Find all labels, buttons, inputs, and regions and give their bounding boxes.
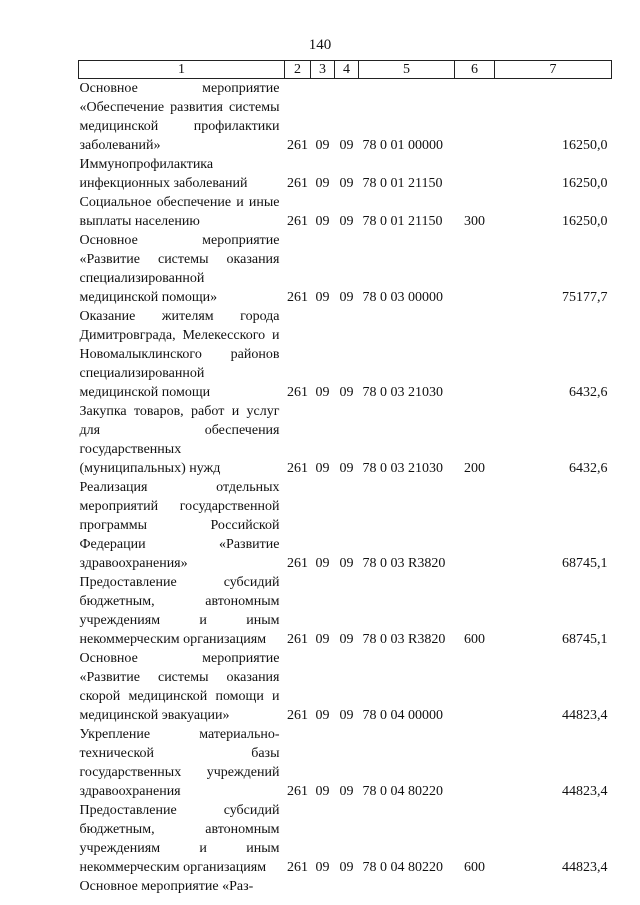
row-amount: 16250,0: [562, 176, 608, 191]
row-col-4: 09: [339, 290, 354, 305]
row-expense-type: [455, 649, 495, 725]
header-col-7: 7: [495, 61, 612, 79]
row-col-4: [335, 877, 359, 896]
row-expense-type: [455, 155, 495, 193]
row-amount: 44823,4: [562, 784, 608, 799]
table-row: [79, 725, 612, 801]
row-col-4: 09: [339, 138, 354, 153]
row-col-4: 09: [339, 784, 354, 799]
row-col-4: 09: [339, 385, 354, 400]
row-col-3: 09: [315, 214, 330, 229]
row-name: Оказание жителям города Димитровграда, Мелекесского и Новомалыклинского районов специализированной медицинской помощи: [79, 309, 280, 400]
row-col-4: 09: [339, 214, 354, 229]
row-name: Предоставление субсидий бюджетным, автономным учреждениям и иным некоммерческим организациям: [79, 575, 280, 647]
row-expense-type: 600: [464, 632, 485, 647]
row-amount: 75177,7: [562, 290, 608, 305]
header-col-2: 2: [285, 61, 311, 79]
row-col-3: 09: [315, 556, 330, 571]
row-amount: 68745,1: [562, 632, 608, 647]
row-col-2: 261: [287, 784, 308, 799]
row-classification-code: 78 0 03 21030: [362, 461, 443, 476]
row-amount: 68745,1: [562, 556, 608, 571]
header-col-3: 3: [311, 61, 335, 79]
row-amount: 16250,0: [562, 214, 608, 229]
table-row: [79, 573, 612, 649]
row-name: Основное мероприятие «Развитие системы оказания специализированной медицинской помощи»: [79, 233, 280, 305]
row-expense-type: [455, 725, 495, 801]
row-col-2: 261: [287, 461, 308, 476]
table-row: [79, 402, 612, 478]
row-col-3: [311, 877, 335, 896]
budget-table: [78, 60, 612, 896]
row-name: Укрепление материально-технической базы государственных учреждений здравоохранения: [79, 727, 280, 799]
row-col-2: 261: [287, 708, 308, 723]
row-classification-code: 78 0 03 21030: [362, 385, 443, 400]
row-classification-code: 78 0 03 00000: [362, 290, 443, 305]
row-classification-code: [359, 877, 455, 896]
row-col-2: 261: [287, 860, 308, 875]
row-classification-code: 78 0 01 00000: [362, 138, 443, 153]
row-amount: 6432,6: [569, 385, 608, 400]
table-row: [79, 801, 612, 877]
row-col-3: 09: [315, 632, 330, 647]
row-name: Предоставление субсидий бюджетным, автономным учреждениям и иным некоммерческим организациям: [79, 803, 280, 875]
header-col-1: 1: [79, 61, 285, 79]
row-expense-type: [455, 231, 495, 307]
header-col-5: 5: [359, 61, 455, 79]
row-col-3: 09: [315, 784, 330, 799]
row-expense-type: [455, 79, 495, 156]
row-col-3: 09: [315, 708, 330, 723]
table-row: [79, 155, 612, 193]
row-col-2: 261: [287, 138, 308, 153]
row-col-3: 09: [315, 176, 330, 191]
row-amount: 44823,4: [562, 708, 608, 723]
row-col-4: 09: [339, 708, 354, 723]
row-classification-code: 78 0 03 R3820: [362, 632, 446, 647]
row-classification-code: 78 0 04 80220: [362, 784, 443, 799]
row-name: Основное мероприятие «Развитие системы оказания скорой медицинской помощи и медицинской эвакуации»: [79, 651, 280, 723]
row-col-3: 09: [315, 385, 330, 400]
table-body: [79, 79, 612, 897]
row-name: Основное мероприятие «Раз-: [79, 879, 254, 894]
row-expense-type: [455, 307, 495, 402]
row-col-3: 09: [315, 138, 330, 153]
table-row: [79, 79, 612, 156]
table-row: [79, 231, 612, 307]
row-classification-code: 78 0 04 80220: [362, 860, 443, 875]
header-row: [79, 61, 612, 79]
row-col-4: 09: [339, 860, 354, 875]
row-amount: 16250,0: [562, 138, 608, 153]
row-col-2: 261: [287, 290, 308, 305]
row-col-2: 261: [287, 385, 308, 400]
row-col-3: 09: [315, 461, 330, 476]
row-classification-code: 78 0 01 21150: [362, 176, 443, 191]
row-classification-code: 78 0 01 21150: [362, 214, 443, 229]
row-name: Иммунопрофилактика инфекционных заболеваний: [79, 157, 248, 191]
table-row: [79, 307, 612, 402]
row-name: Закупка товаров, работ и услуг для обеспечения государственных (муниципальных) нужд: [79, 404, 280, 476]
row-col-2: 261: [287, 632, 308, 647]
row-expense-type: [455, 478, 495, 573]
row-name: Основное мероприятие «Обеспечение развития системы медицинской профилактики заболеваний»: [79, 81, 280, 153]
row-amount: [495, 877, 612, 896]
row-col-4: 09: [339, 556, 354, 571]
row-expense-type: 200: [464, 461, 485, 476]
row-col-4: 09: [339, 632, 354, 647]
table-row: [79, 877, 612, 896]
row-col-2: 261: [287, 556, 308, 571]
row-col-4: 09: [339, 461, 354, 476]
row-expense-type: 600: [464, 860, 485, 875]
header-col-4: 4: [335, 61, 359, 79]
row-col-2: [285, 877, 311, 896]
row-col-3: 09: [315, 860, 330, 875]
row-col-2: 261: [287, 176, 308, 191]
row-classification-code: 78 0 03 R3820: [362, 556, 446, 571]
table-row: [79, 478, 612, 573]
row-amount: 44823,4: [562, 860, 608, 875]
page-number: 140: [308, 37, 332, 53]
row-col-4: 09: [339, 176, 354, 191]
row-col-2: 261: [287, 214, 308, 229]
row-name: Реализация отдельных мероприятий государственной программы Российской Федерации «Развитие здравоохранения»: [79, 480, 280, 571]
row-expense-type: 300: [464, 214, 485, 229]
table-row: [79, 649, 612, 725]
table-header: [79, 61, 612, 79]
row-expense-type: [455, 877, 495, 896]
header-col-6: 6: [455, 61, 495, 79]
table-row: [79, 193, 612, 231]
row-name: Социальное обеспечение и иные выплаты населению: [79, 195, 280, 229]
row-amount: 6432,6: [569, 461, 608, 476]
row-classification-code: 78 0 04 00000: [362, 708, 443, 723]
row-col-3: 09: [315, 290, 330, 305]
